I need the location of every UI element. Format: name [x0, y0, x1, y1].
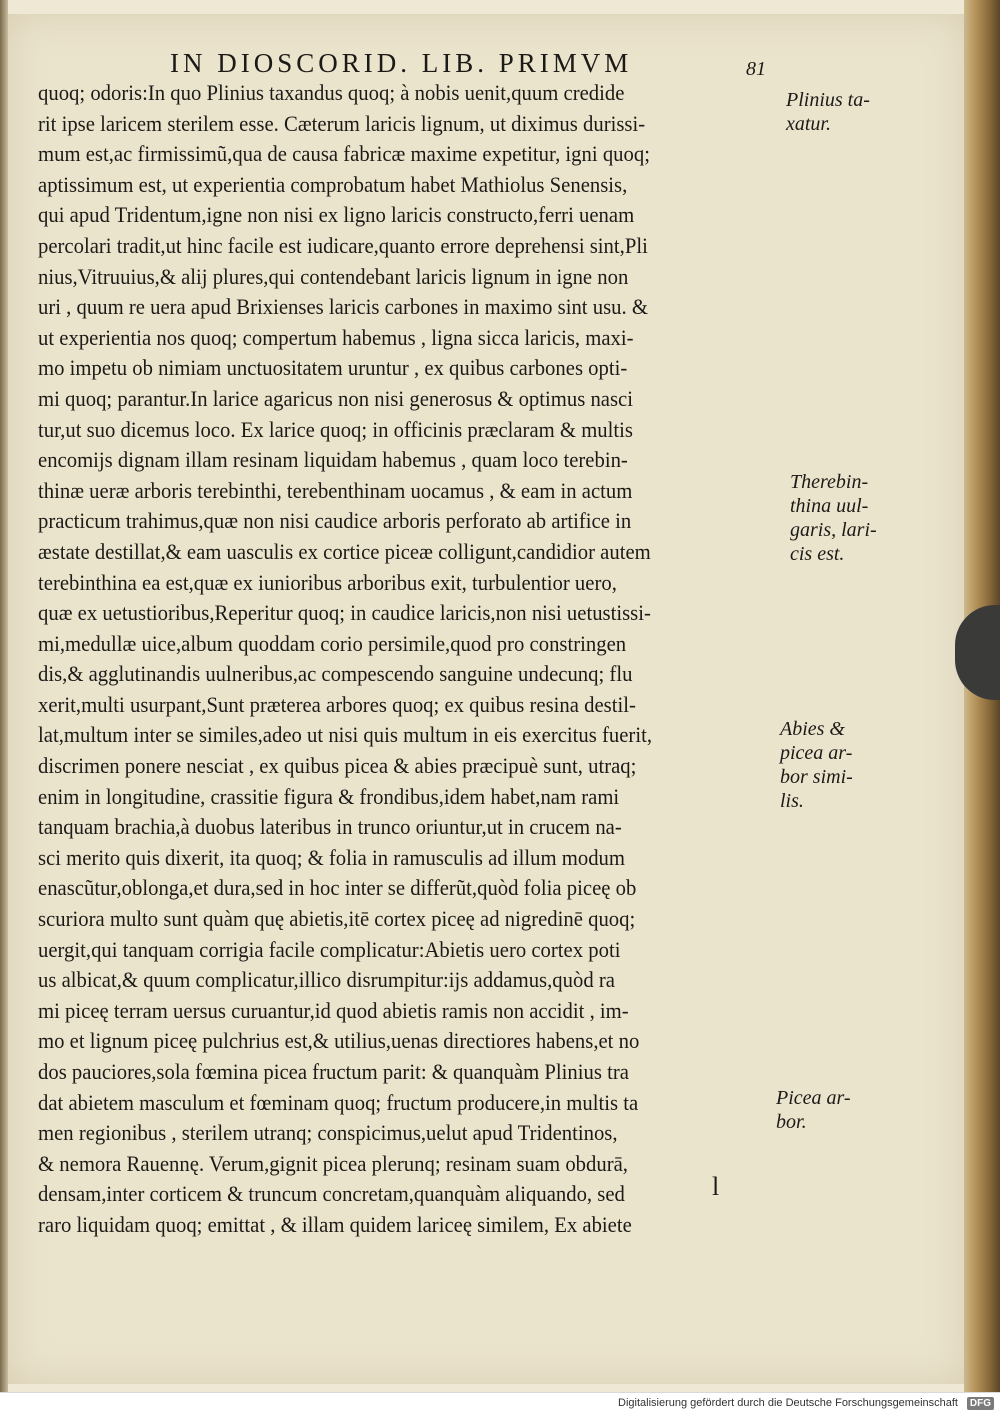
marginal-note-line: bor. [776, 1111, 807, 1133]
text-line: mi quoq; parantur.In larice agaricus non nisi generosus & optimus nasci [38, 385, 633, 411]
text-line: rit ipse laricem sterilem esse. Cæterum laricis lignum, ut diximus durissi- [38, 110, 646, 136]
text-line: tur,ut suo dicemus loco. Ex larice quoq; in officinis præclaram & multis [38, 416, 633, 442]
text-line: dat abietem masculum et fœminam quoq; fructum producere,in multis ta [38, 1089, 639, 1115]
text-line: scuriora multo sunt quàm quę abietis,itē cortex piceę ad nigredinē quoq; [38, 906, 636, 932]
text-line: xerit,multi usurpant,Sunt præterea arbores quoq; ex quibus resina destil- [38, 691, 636, 717]
body-text [38, 78, 788, 1241]
marginal-note-line: garis, lari- [790, 519, 877, 541]
text-line: aptissimum est, ut experientia comprobatum habet Mathiolus Senensis, [38, 171, 628, 197]
text-line: percolari tradit,ut hinc facile est iudicare,quanto errore deprehensi sint,Pli [38, 232, 648, 258]
text-line: sci merito quis dixerit, ita quoq; & folia in ramusculis ad illum modum [38, 844, 626, 870]
text-line: mo et lignum piceę pulchrius est,& utilius,uenas directiores habens,et no [38, 1028, 640, 1054]
dfg-logo-icon: DFG [967, 1397, 994, 1410]
text-line: thinæ ueræ arboris terebinthi, terebenthinam uocamus , & eam in actum [38, 477, 633, 503]
text-line: practicum trahimus,quæ non nisi caudice arboris perforato ab artifice in [38, 508, 632, 534]
running-head: IN DIOSCORID. LIB. PRIMVM [170, 48, 633, 78]
text-line: mum est,ac firmissimũ,qua de causa fabricæ maxime expetitur, igni quoq; [38, 141, 650, 167]
text-line: æstate destillat,& eam uasculis ex cortice piceæ colligunt,candidior autem [38, 538, 651, 564]
marginal-note-line: Therebin- [790, 471, 869, 493]
text-line: terebinthina ea est,quæ ex iunioribus arboribus exit, turbulentior uero, [38, 569, 617, 595]
marginal-note-line: lis. [780, 790, 804, 812]
marginal-note-line: Plinius ta- [786, 89, 870, 111]
text-line: encomijs dignam illam resinam liquidam habemus , quam loco terebin- [38, 447, 628, 473]
text-line: mi piceę terram uersus curuantur,id quod abietis ramis non accidit , im- [38, 997, 629, 1023]
text-line: raro liquidam quoq; emittat , & illam quidem lariceę similem, Ex abiete [38, 1211, 632, 1237]
text-line: us albicat,& quum complicatur,illico disrumpitur:ijs addamus,quòd ra [38, 967, 615, 993]
text-line: qui apud Tridentum,igne non nisi ex ligno laricis constructo,ferri uenam [38, 202, 635, 228]
text-line: quoq; odoris:In quo Plinius taxandus quoq; à nobis uenit,quum credide [38, 80, 625, 105]
text-line: uergit,qui tanquam corrigia facile complicatur:Abietis uero cortex poti [38, 936, 621, 962]
text-line: discrimen ponere nesciat , ex quibus picea & abies præcipuè sunt, utraq; [38, 753, 637, 779]
text-line: nius,Vitruuius,& alij plures,qui contendebant laricis lignum in igne non [38, 263, 629, 289]
text-line: dis,& agglutinandis uulneribus,ac compescendo sanguine undecunq; flu [38, 661, 633, 687]
text-line: tanquam brachia,à duobus lateribus in trunco oriuntur,ut in crucem na- [38, 814, 622, 840]
text-line: lat,multum inter se similes,adeo ut nisi quis multum in eis exercitus fuerit, [38, 722, 653, 748]
digitization-footer [0, 1392, 1000, 1415]
marginal-note [786, 88, 870, 136]
marginal-note [790, 470, 877, 566]
text-line: dos pauciores,sola fœmina picea fructum parit: & quanquàm Plinius tra [38, 1059, 629, 1084]
marginal-note-line: cis est. [790, 543, 845, 565]
text-line: enim in longitudine, crassitie figura & frondibus,idem habet,nam rami [38, 783, 620, 809]
catchword: l [712, 1172, 720, 1201]
text-line: quæ ex uetustioribus,Reperitur quoq; in caudice laricis,non nisi uetustissi- [38, 600, 651, 626]
page-gutter-edge [0, 0, 8, 1392]
text-line: densam,inter corticem & truncum concretam,quanquàm aliquando, sed [38, 1181, 625, 1207]
folio-number: 81 [746, 58, 766, 80]
text-line: mo impetu ob nimiam unctuositatem uruntur , ex quibus carbones opti- [38, 355, 628, 381]
text-line: ut experientia nos quoq; compertum habemus , ligna sicca laricis, maxi- [38, 324, 634, 350]
text-line: enascũtur,oblonga,et dura,sed in hoc inter se differũt,quòd folia piceę ob [38, 875, 637, 901]
text-line: men regionibus , sterilem utranq; conspicimus,uelut apud Tridentinos, [38, 1120, 618, 1146]
marginal-note [780, 717, 853, 813]
marginal-note-line: xatur. [786, 113, 831, 135]
footer-credit: Digitalisierung gefördert durch die Deutsche Forschungsgemeinschaft [618, 1397, 958, 1409]
marginal-note-line: bor simi- [780, 766, 853, 788]
marginal-note-line: thina uul- [790, 495, 869, 517]
marginal-note-line: picea ar- [780, 742, 853, 764]
text-line: & nemora Rauennę. Verum,gignit picea plerunq; resinam suam obdurā, [38, 1150, 628, 1176]
text-line: mi,medullæ uice,album quoddam corio persimile,quod pro constringen [38, 630, 627, 656]
marginal-note [776, 1086, 851, 1134]
marginal-note-line: Picea ar- [776, 1087, 851, 1109]
marginal-note-line: Abies & [780, 718, 845, 740]
text-line: uri , quum re uera apud Brixienses laricis carbones in maximo sint usu. & [38, 294, 648, 320]
